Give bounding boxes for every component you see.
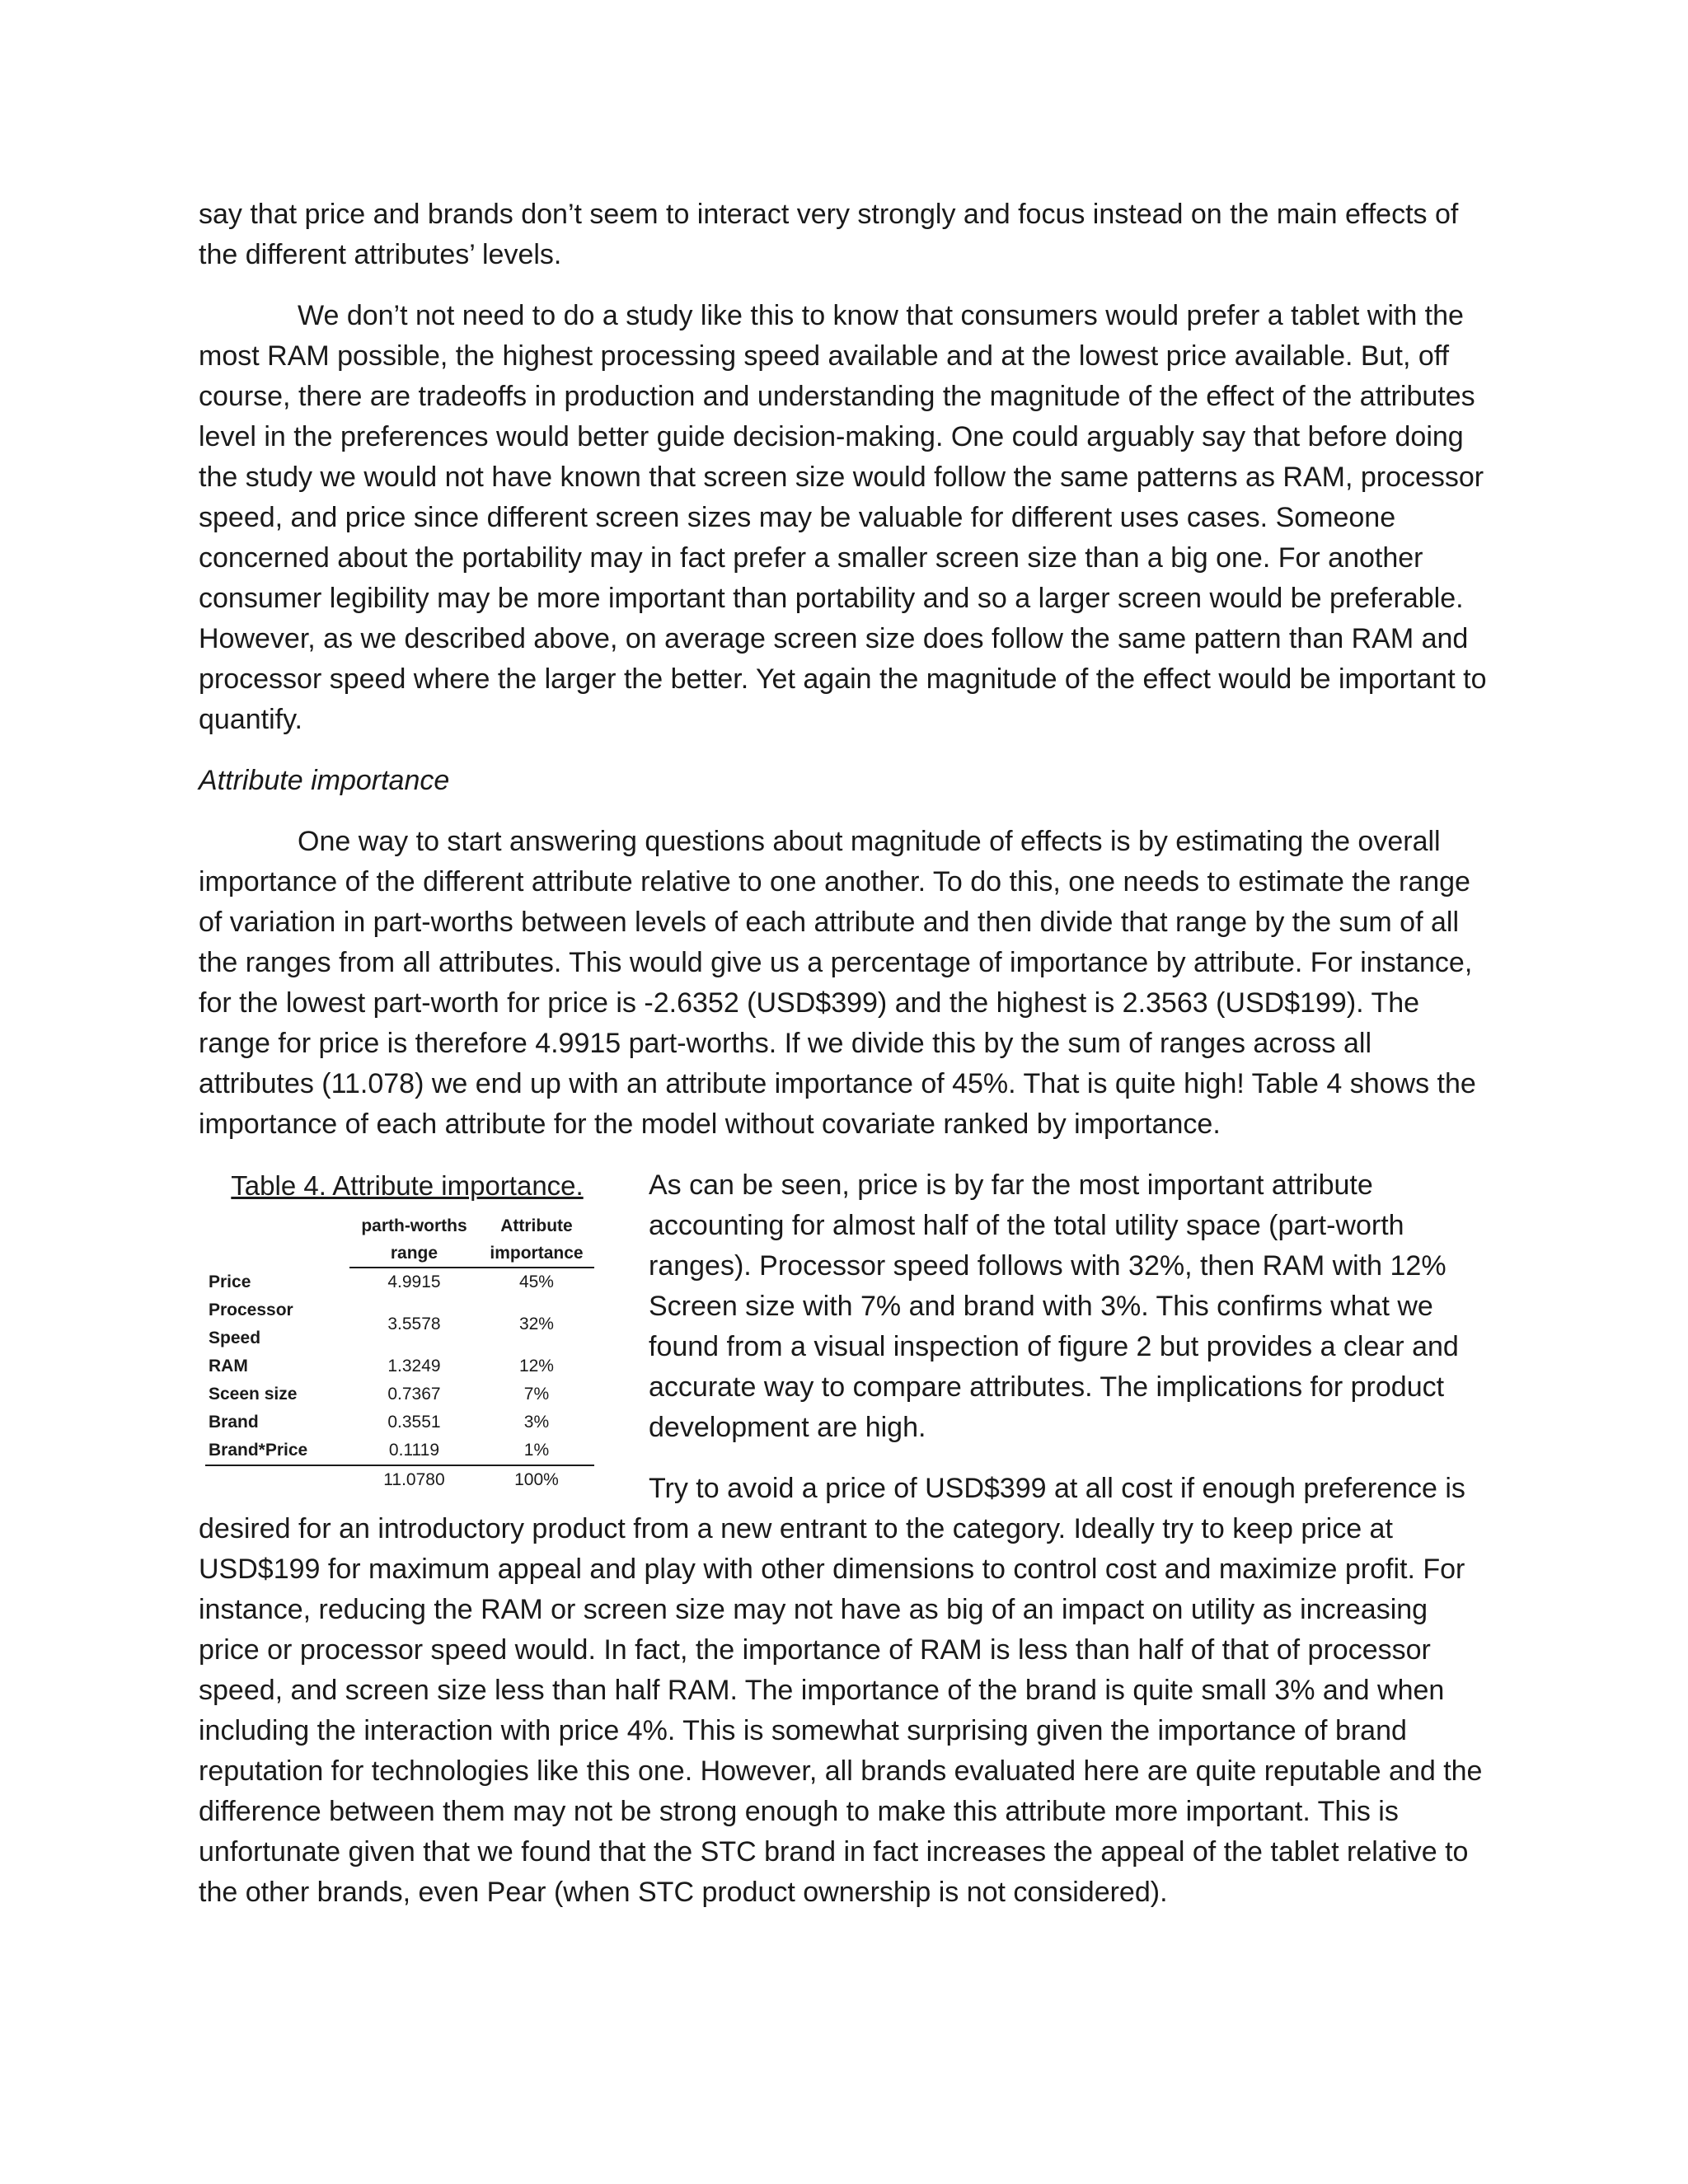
paragraph-intro-continuation: say that price and brands don’t seem to interact very strongly and focus instead on the main effects of the different attributes’ levels. [199, 199, 1459, 270]
table-row [205, 1268, 594, 1296]
row-label: RAM [209, 1357, 248, 1376]
table-total-row [205, 1465, 594, 1494]
col-header-range-line1: parth-worths [361, 1216, 467, 1235]
table-row [205, 1380, 594, 1408]
paragraph-tradeoffs: We don’t not need to do a study like this to know that consumers would prefer a tablet with the most RAM possible, the highest processing speed available and at the lowest price available. But, off course, there are tradeoffs in production and understanding the magnitude of the effect of the attributes level in the preferences would better guide decision-making. One could arguably say that before doing the study we would not have known that screen size would follow the same patterns as RAM, processor speed, and price since different screen sizes may be valuable for different uses cases. Someone concerned about the portability may in fact prefer a smaller screen size than a big one. For another consumer legibility may be more important than portability and so a larger screen would be preferable. However, as we described above, on average screen size does follow the same pattern than RAM and processor speed where the larger the better. Yet again the magnitude of the effect would be important to quantify. [199, 300, 1487, 735]
importance-cell: 3% [523, 1413, 550, 1432]
paragraph-implications: Try to avoid a price of USD$399 at all cost if enough preference is desired for an introductory product from a new entrant to the category. Ideally try to keep price at USD$199 for maximum appeal and play with other dimensions to control cost and maximize profit. For instance, reducing the RAM or screen size may not have as big of an impact on utility as increasing price or processor speed would. In fact, the importance of RAM is less than half of that of processor speed, and screen size less than half RAM. The importance of the brand is quite small 3% and when including the interaction with price 4%. This is somewhat surprising given the importance of brand reputation for technologies like this one. However, all brands evaluated here are quite reputable and the difference between them may not be strong enough to make this attribute more important. This is unfortunate given that we found that the STC brand in fact increases the appeal of the tablet relative to the other brands, even Pear (when STC product ownership is not considered). [199, 1473, 1483, 1908]
row-label: Brand [209, 1413, 259, 1432]
table-row [205, 1408, 594, 1436]
row-label: Brand*Price [205, 1436, 349, 1465]
importance-cell: 1% [479, 1436, 594, 1465]
range-cell: 3.5578 [387, 1315, 441, 1333]
importance-cell: 45% [518, 1272, 554, 1291]
col-header-importance-line1: Attribute [500, 1216, 573, 1235]
range-cell: 0.1119 [349, 1436, 479, 1465]
row-label: Processor Speed [209, 1301, 293, 1347]
row-label: Sceen size [209, 1385, 298, 1404]
importance-cell: 12% [518, 1357, 554, 1376]
section-heading-attribute-importance: Attribute importance [199, 765, 450, 796]
importance-cell: 7% [523, 1385, 550, 1404]
total-importance-cell: 100% [514, 1470, 559, 1489]
paragraph-importance-method: One way to start answering questions about magnitude of effects is by estimating the overall importance of the different attribute relative to one another. To do this, one needs to estimate the range of variation in part-worths between levels of each attribute and then divide that range by the sum of all the ranges from all attributes. This would give us a percentage of importance by attribute. For instance, for the lowest part-worth for price is -2.6352 (USD$399) and the highest is 2.3563 (USD$199). The range for price is therefore 4.9915 part-worths. If we divide this by the sum of ranges across all attributes (11.078) we end up with an attribute importance of 45%. That is quite high! Table 4 shows the importance of each attribute for the model without covariate ranked by importance. [199, 826, 1476, 1140]
table-row [205, 1352, 594, 1380]
table-row [205, 1296, 594, 1352]
range-cell: 4.9915 [387, 1272, 441, 1291]
total-range-cell: 11.0780 [383, 1470, 445, 1489]
range-cell: 0.3551 [387, 1413, 441, 1432]
table-4-block [205, 1165, 609, 1494]
col-header-range-line2: range [349, 1240, 479, 1268]
paragraph-results: As can be seen, price is by far the most important attribute accounting for almost half of the total utility space (part-worth ranges). Processor speed follows with 32%, then RAM with 12% Screen size with 7% and brand with 3%. This confirms what we found from a visual inspection of figure 2 but provides a clear and accurate way to compare attributes. The implications for product development are high. [649, 1169, 1459, 1443]
table-4-caption: Table 4. Attribute importance. [231, 1170, 584, 1201]
importance-cell: 32% [518, 1315, 554, 1333]
document-page [199, 194, 1493, 1933]
row-label: Price [209, 1272, 251, 1291]
attribute-importance-table [205, 1212, 594, 1494]
range-cell: 0.7367 [387, 1385, 441, 1404]
table-row [205, 1436, 594, 1465]
range-cell: 1.3249 [387, 1357, 441, 1376]
col-header-importance-line2: importance [479, 1240, 594, 1268]
